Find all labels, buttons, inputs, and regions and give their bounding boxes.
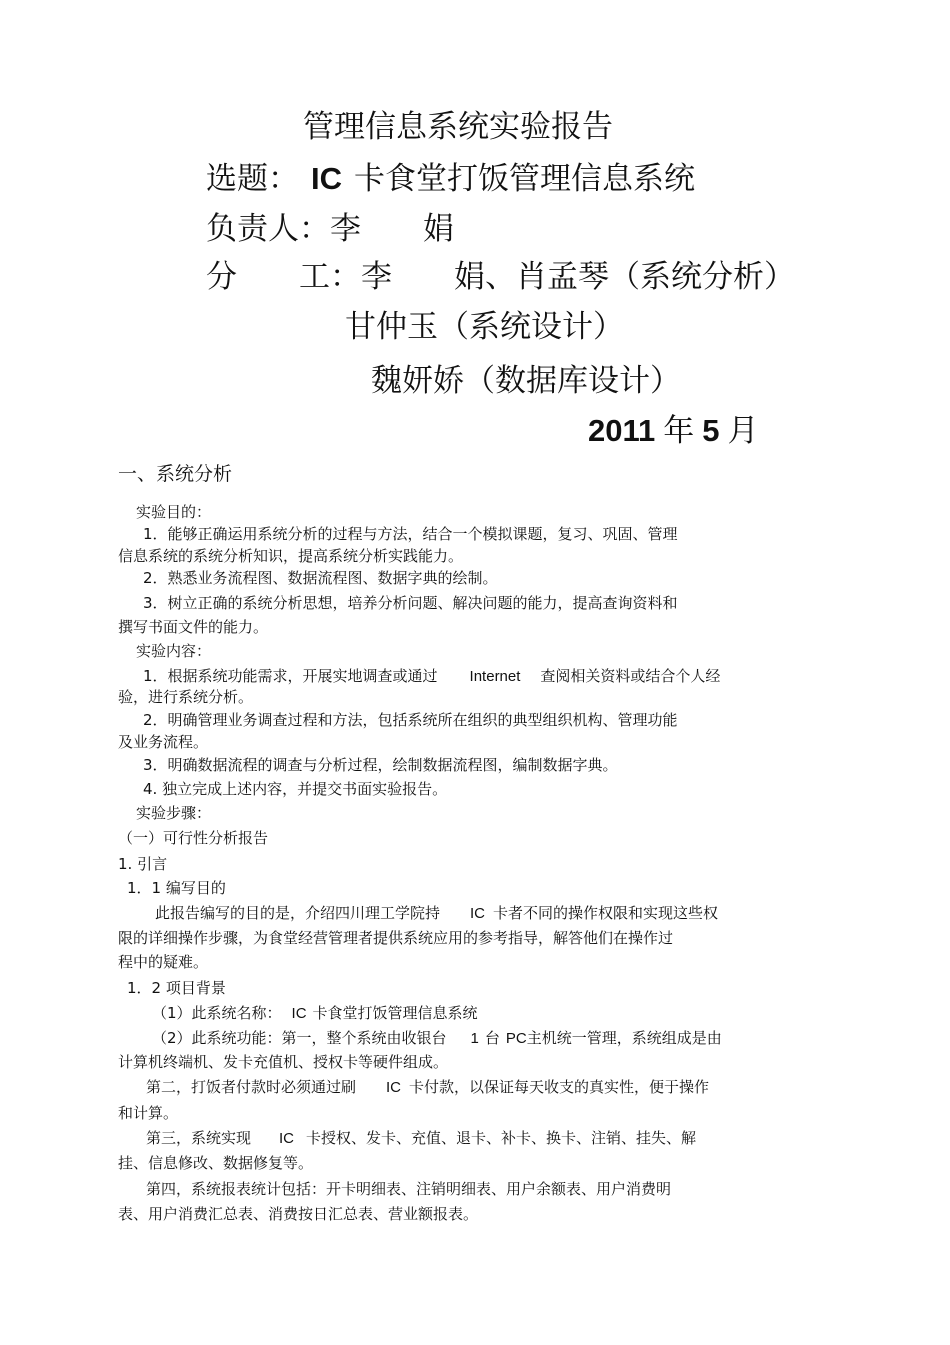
- topic-text: 卡食堂打饭管理信息系统: [354, 161, 695, 197]
- intro-1-heading: 1．1 编写目的: [127, 879, 226, 897]
- report-date: [588, 415, 759, 447]
- ic-word: IC: [291, 1005, 307, 1022]
- purpose-para-c: 程中的疑难。: [118, 953, 209, 971]
- purpose-label: 实验目的：: [136, 503, 212, 521]
- content-item-1a: [143, 669, 720, 684]
- background-4b: 挂、信息修改、数据修复等。: [118, 1154, 314, 1172]
- steps-label: 实验步骤：: [136, 804, 212, 822]
- content-item-2a: 2．明确管理业务调查过程和方法，包括系统所在组织的典型组织机构、管理功能: [143, 711, 678, 729]
- division-line: [206, 259, 795, 295]
- purpose-item-3b: 撰写书面文件的能力。: [118, 618, 269, 636]
- purpose-item-2: 2．熟悉业务流程图、数据流程图、数据字典的绘制。: [143, 569, 498, 587]
- content-item-1b: 验，进行系统分析。: [118, 688, 254, 706]
- date-year: 2011: [588, 413, 656, 448]
- pc-word: PC: [505, 1030, 527, 1047]
- leader-label: 负责人：: [206, 211, 330, 247]
- purpose-para-a: [155, 906, 718, 921]
- background-3a: [146, 1080, 709, 1095]
- ic-word: IC: [470, 905, 486, 922]
- background-1-post: 卡食堂打饭管理信息系统: [312, 1004, 478, 1022]
- ic-word: IC: [279, 1130, 295, 1147]
- leader-line: [206, 211, 454, 247]
- purpose-item-1a: 1．能够正确运用系统分析的过程与方法，结合一个模拟课题，复习、巩固、管理: [143, 525, 678, 543]
- intro-heading: 1. 引言: [118, 855, 168, 873]
- purpose-item-3a: 3．树立正确的系统分析思想，培养分析问题、解决问题的能力，提高查询资料和: [143, 594, 678, 612]
- background-1-pre: （1）此系统名称：: [152, 1004, 282, 1022]
- feasibility-heading: （一）可行性分析报告: [118, 829, 269, 847]
- division-line-2: 甘仲玉（系统设计）: [345, 309, 624, 345]
- date-month-unit: 月: [727, 413, 759, 449]
- background-2b: 计算机终端机、发卡充值机、授权卡等硬件组成。: [118, 1053, 449, 1071]
- intro-2-heading: 1．2 项目背景: [127, 979, 226, 997]
- purpose-item-1b: 信息系统的系统分析知识，提高系统分析实践能力。: [118, 547, 464, 565]
- division-line-1: 李 娟、肖孟琴（系统分析）: [361, 259, 795, 295]
- background-3b: 和计算。: [118, 1104, 179, 1122]
- background-3a-post: 卡付款，以保证每天收支的真实性，便于操作: [409, 1078, 710, 1096]
- purpose-para-a-pre: 此报告编写的目的是，介绍四川理工学院持: [155, 904, 441, 922]
- background-2a-post: 主机统一管理，系统组成是由: [526, 1029, 722, 1047]
- background-4a-post: 卡授权、发卡、充值、退卡、补卡、换卡、注销、挂失、解: [306, 1129, 697, 1147]
- internet-word: Internet: [469, 668, 521, 685]
- division-line-3: 魏妍娇（数据库设计）: [371, 363, 681, 399]
- background-4a: [146, 1131, 696, 1146]
- topic-code: IC: [311, 161, 342, 196]
- topic-line: [206, 163, 695, 195]
- date-year-unit: 年: [663, 413, 695, 449]
- section-heading: 一、系统分析: [118, 463, 233, 485]
- date-month: 5: [702, 413, 720, 448]
- terminal-count: 1: [470, 1030, 479, 1047]
- background-5a: 第四，系统报表统计包括：开卡明细表、注销明细表、用户余额表、用户消费明: [146, 1180, 672, 1198]
- topic-label: 选题：: [206, 161, 299, 197]
- background-4a-pre: 第三，系统实现: [146, 1129, 252, 1147]
- background-5b: 表、用户消费汇总表、消费按日汇总表、营业额报表。: [118, 1205, 479, 1223]
- purpose-para-a-post: 卡者不同的操作权限和实现这些权: [493, 904, 719, 922]
- background-2a: [152, 1031, 722, 1046]
- background-3a-pre: 第二，打饭者付款时必须通过刷: [146, 1078, 357, 1096]
- content-item-1a-post: 查阅相关资料或结合个人经: [540, 667, 721, 685]
- ic-word: IC: [386, 1079, 402, 1096]
- content-item-1a-pre: 1．根据系统功能需求，开展实地调查或通过: [143, 667, 438, 685]
- background-2a-mid: 台: [484, 1029, 500, 1047]
- content-item-4: 4. 独立完成上述内容，并提交书面实验报告。: [143, 780, 448, 798]
- purpose-para-b: 限的详细操作步骤，为食堂经营管理者提供系统应用的参考指导，解答他们在操作过: [118, 929, 674, 947]
- background-2a-pre: （2）此系统功能：第一，整个系统由收银台: [152, 1029, 447, 1047]
- report-title: 管理信息系统实验报告: [303, 109, 613, 145]
- leader-name: 李 娟: [330, 211, 454, 247]
- background-1: [152, 1006, 478, 1021]
- content-item-3: 3．明确数据流程的调查与分析过程，绘制数据流程图，编制数据字典。: [143, 756, 618, 774]
- content-item-2b: 及业务流程。: [118, 733, 209, 751]
- content-label: 实验内容：: [136, 642, 212, 660]
- division-label: 分 工：: [206, 259, 361, 295]
